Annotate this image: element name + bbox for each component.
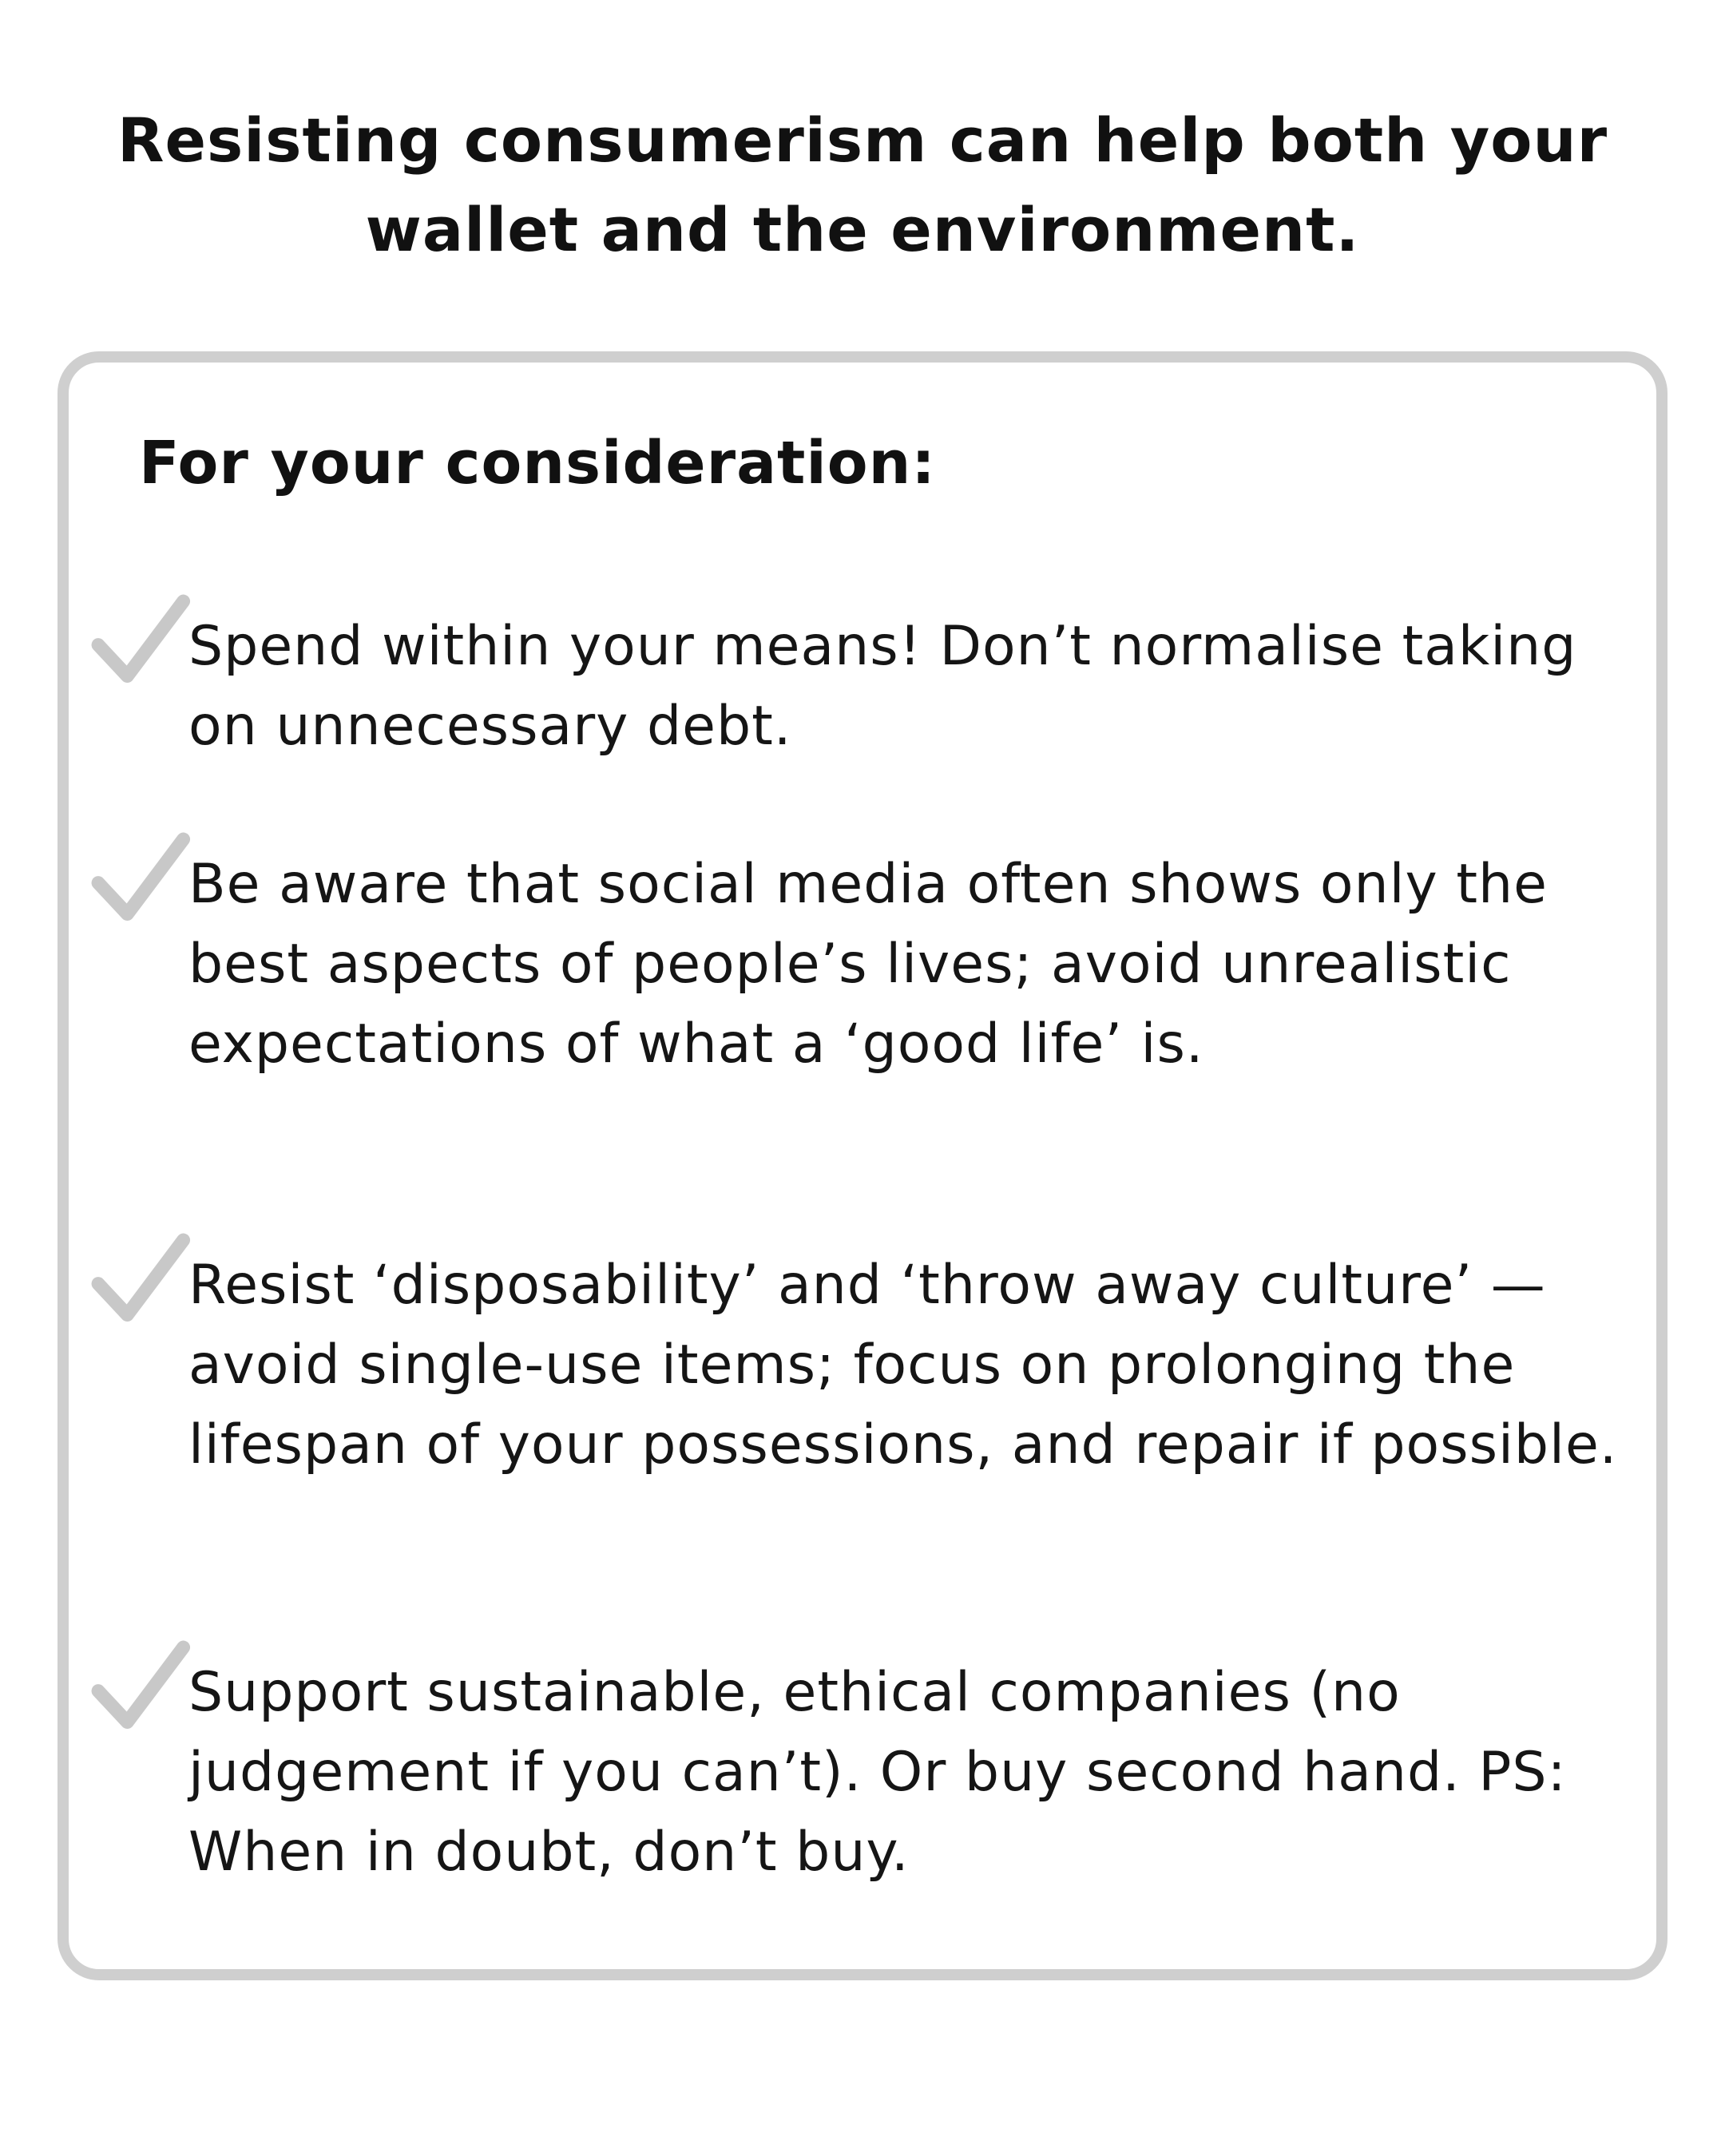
tip-text: Resist ‘disposability’ and ‘throw away culture’ — avoid single-use items; focus on prolonging the lifespan of your possessions, and repair if possible.	[188, 1254, 1618, 1476]
check-icon	[88, 591, 192, 695]
tip-text: Spend within your means! Don’t normalise taking on unnecessary debt.	[188, 615, 1577, 758]
check-icon	[88, 1230, 192, 1334]
tip-text: Support sustainable, ethical companies (no judgement if you can’t). Or buy second hand. PS: When in doubt, don’t buy.	[188, 1661, 1567, 1884]
card-title: For your consideration:	[139, 429, 936, 497]
headline: Resisting consumerism can help both your wallet and the environment.	[117, 105, 1608, 265]
check-icon	[88, 1637, 192, 1741]
check-icon	[88, 829, 192, 933]
tip-text: Be aware that social media often shows only the best aspects of people’s lives; avoid unrealistic expectations of what a ‘good life’ is.	[188, 853, 1548, 1076]
